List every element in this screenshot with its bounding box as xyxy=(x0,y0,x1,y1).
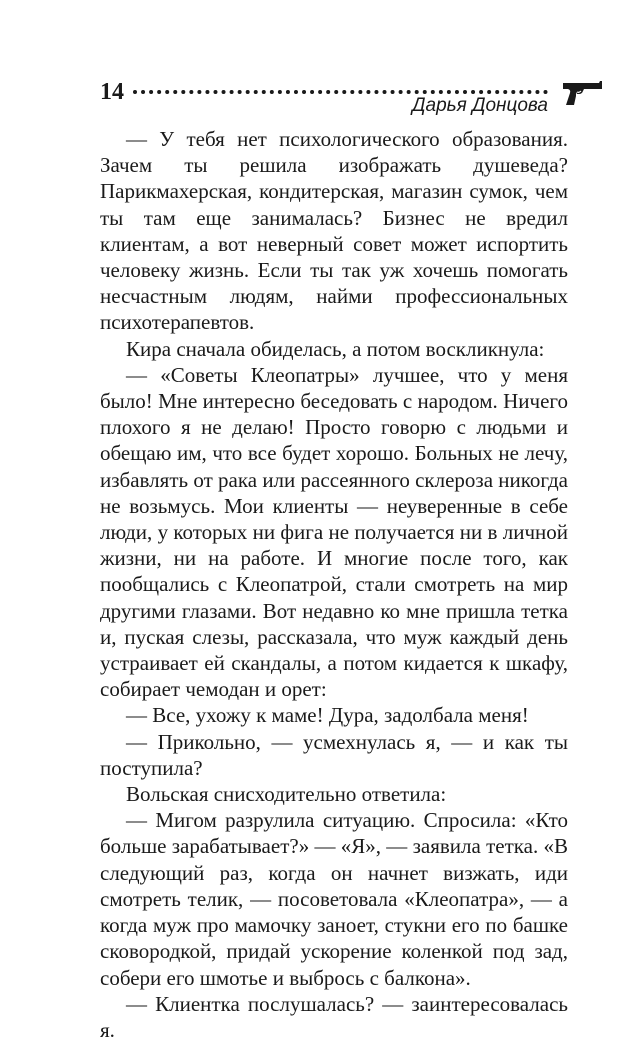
paragraph: — Клиентка послушалась? — заинтересовалась я. xyxy=(100,991,568,1042)
page-number: 14 xyxy=(100,79,124,105)
author-name: Дарья Донцова xyxy=(412,95,548,116)
paragraph: Вольская снисходительно ответила: xyxy=(126,782,447,807)
page-header xyxy=(100,78,600,122)
paragraph: — У тебя нет психологического образования. Зачем ты решила изображать душеведа? Парикмахерская, кондитерская, магазин сумок, чем ты там еще занималась? Бизнес не вредил клиентам, а вот неверный совет может испортить человеку жизнь. Если ты так уж хочешь помогать несчастным людям, найми профессиональных психотерапевтов. xyxy=(100,127,568,335)
paragraph: — Прикольно, — усмехнулась я, — и как ты поступила? xyxy=(100,729,568,780)
paragraph: — Мигом разрулила ситуацию. Спросила: «Кто больше зарабатывает?» — «Я», — заявила тетка. «В следующий раз, когда он начнет визжать, иди смотреть телик, — посоветовала «Клеопатра», — а когда муж про мамочку заноет, стукни его по башке сковородкой, придай ускорение коленкой под зад, собери его шмотье и выбрось с балкона». xyxy=(100,808,568,990)
body-text xyxy=(100,126,568,1043)
paragraph: — Все, ухожу к маме! Дура, задолбала меня! xyxy=(126,703,529,728)
paragraph: Кира сначала обиделась, а потом воскликнула: xyxy=(126,336,545,361)
paragraph: — «Советы Клеопатры» лучшее, что у меня было! Мне интересно беседовать с народом. Ничего плохого я не делаю! Просто говорю с людьми и обещаю им, что все будет хорошо. Больных не лечу, избавлять от рака или рассеянного склероза никогда не возьмусь. Мои клиенты — неуверенные в себе люди, у которых ни фига не получается ни в личной жизни, ни на работе. И многие после того, как пообщались с Клеопатрой, стали смотреть на мир другими глазами. Вот недавно ко мне пришла тетка и, пуская слезы, рассказала, что муж каждый день устраивает ей скандалы, а потом кидается к шкафу, собирает чемодан и орет: xyxy=(100,362,568,702)
pistol-icon xyxy=(562,80,602,106)
